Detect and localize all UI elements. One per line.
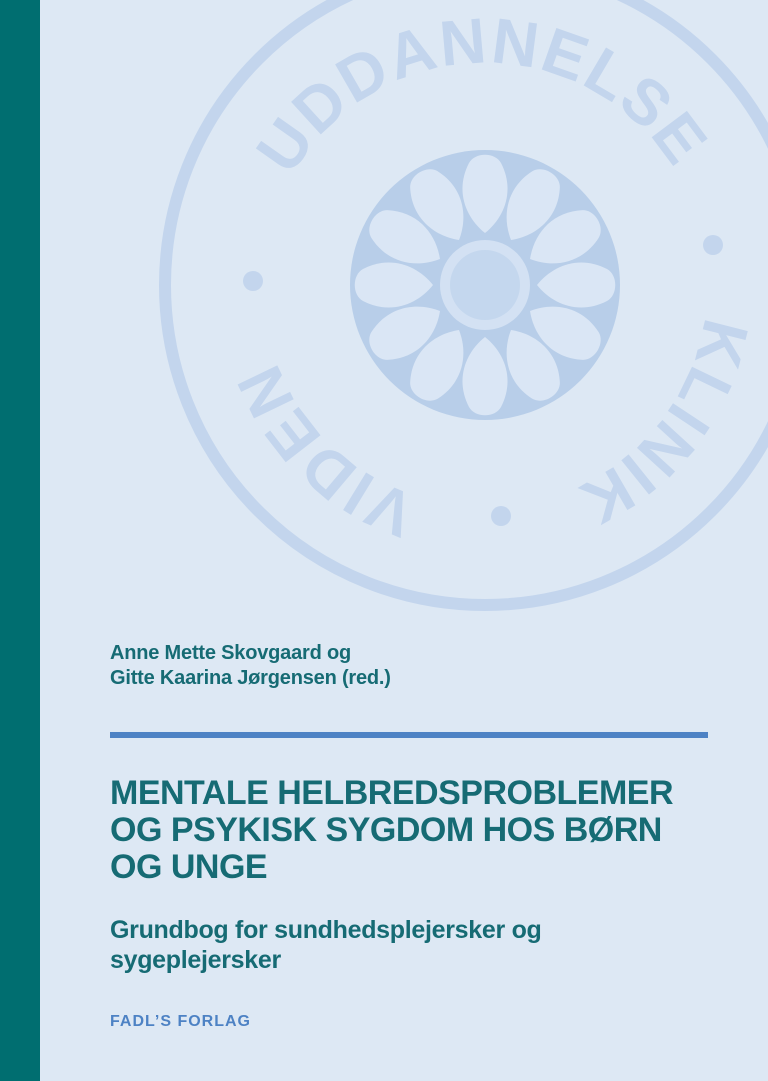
author-line-1: Anne Mette Skovgaard og bbox=[110, 642, 351, 664]
flower-icon bbox=[355, 155, 616, 416]
separator-dot-right bbox=[703, 235, 723, 255]
author-line-2: Gitte Kaarina Jørgensen (red.) bbox=[110, 667, 391, 689]
emblem-word-viden: VIDEN bbox=[222, 353, 424, 552]
emblem-disc bbox=[350, 150, 620, 420]
emblem-word-uddannelse: UDDANNELSE bbox=[242, 3, 723, 185]
spine-bar bbox=[0, 0, 40, 1081]
title-line-1: MENTALE HELBREDSPROBLEMER bbox=[110, 774, 673, 812]
svg-text:KLINIK bbox=[568, 313, 762, 540]
separator-dot-bottom bbox=[491, 506, 511, 526]
title-line-2: OG PSYKISK SYGDOM HOS BØRN bbox=[110, 811, 662, 849]
emblem-outer-ring bbox=[165, 0, 768, 605]
author-names bbox=[110, 641, 715, 691]
title-line-3: OG UNGE bbox=[110, 848, 268, 886]
flower-center-ring bbox=[440, 240, 530, 330]
emblem-word-klinik: KLINIK bbox=[568, 312, 763, 540]
book-title bbox=[110, 775, 715, 886]
publisher-name: FADL’S FORLAG bbox=[110, 1013, 251, 1030]
svg-text:VIDEN bbox=[222, 354, 423, 552]
separator-dot-left bbox=[243, 271, 263, 291]
svg-text:UDDANNELSE bbox=[242, 4, 722, 185]
flower-petals bbox=[355, 155, 616, 416]
divider-rule bbox=[110, 732, 708, 738]
flower-center-disc bbox=[450, 250, 520, 320]
book-subtitle: Grundbog for sundhedsplejersker og sygeplejersker bbox=[110, 916, 542, 974]
